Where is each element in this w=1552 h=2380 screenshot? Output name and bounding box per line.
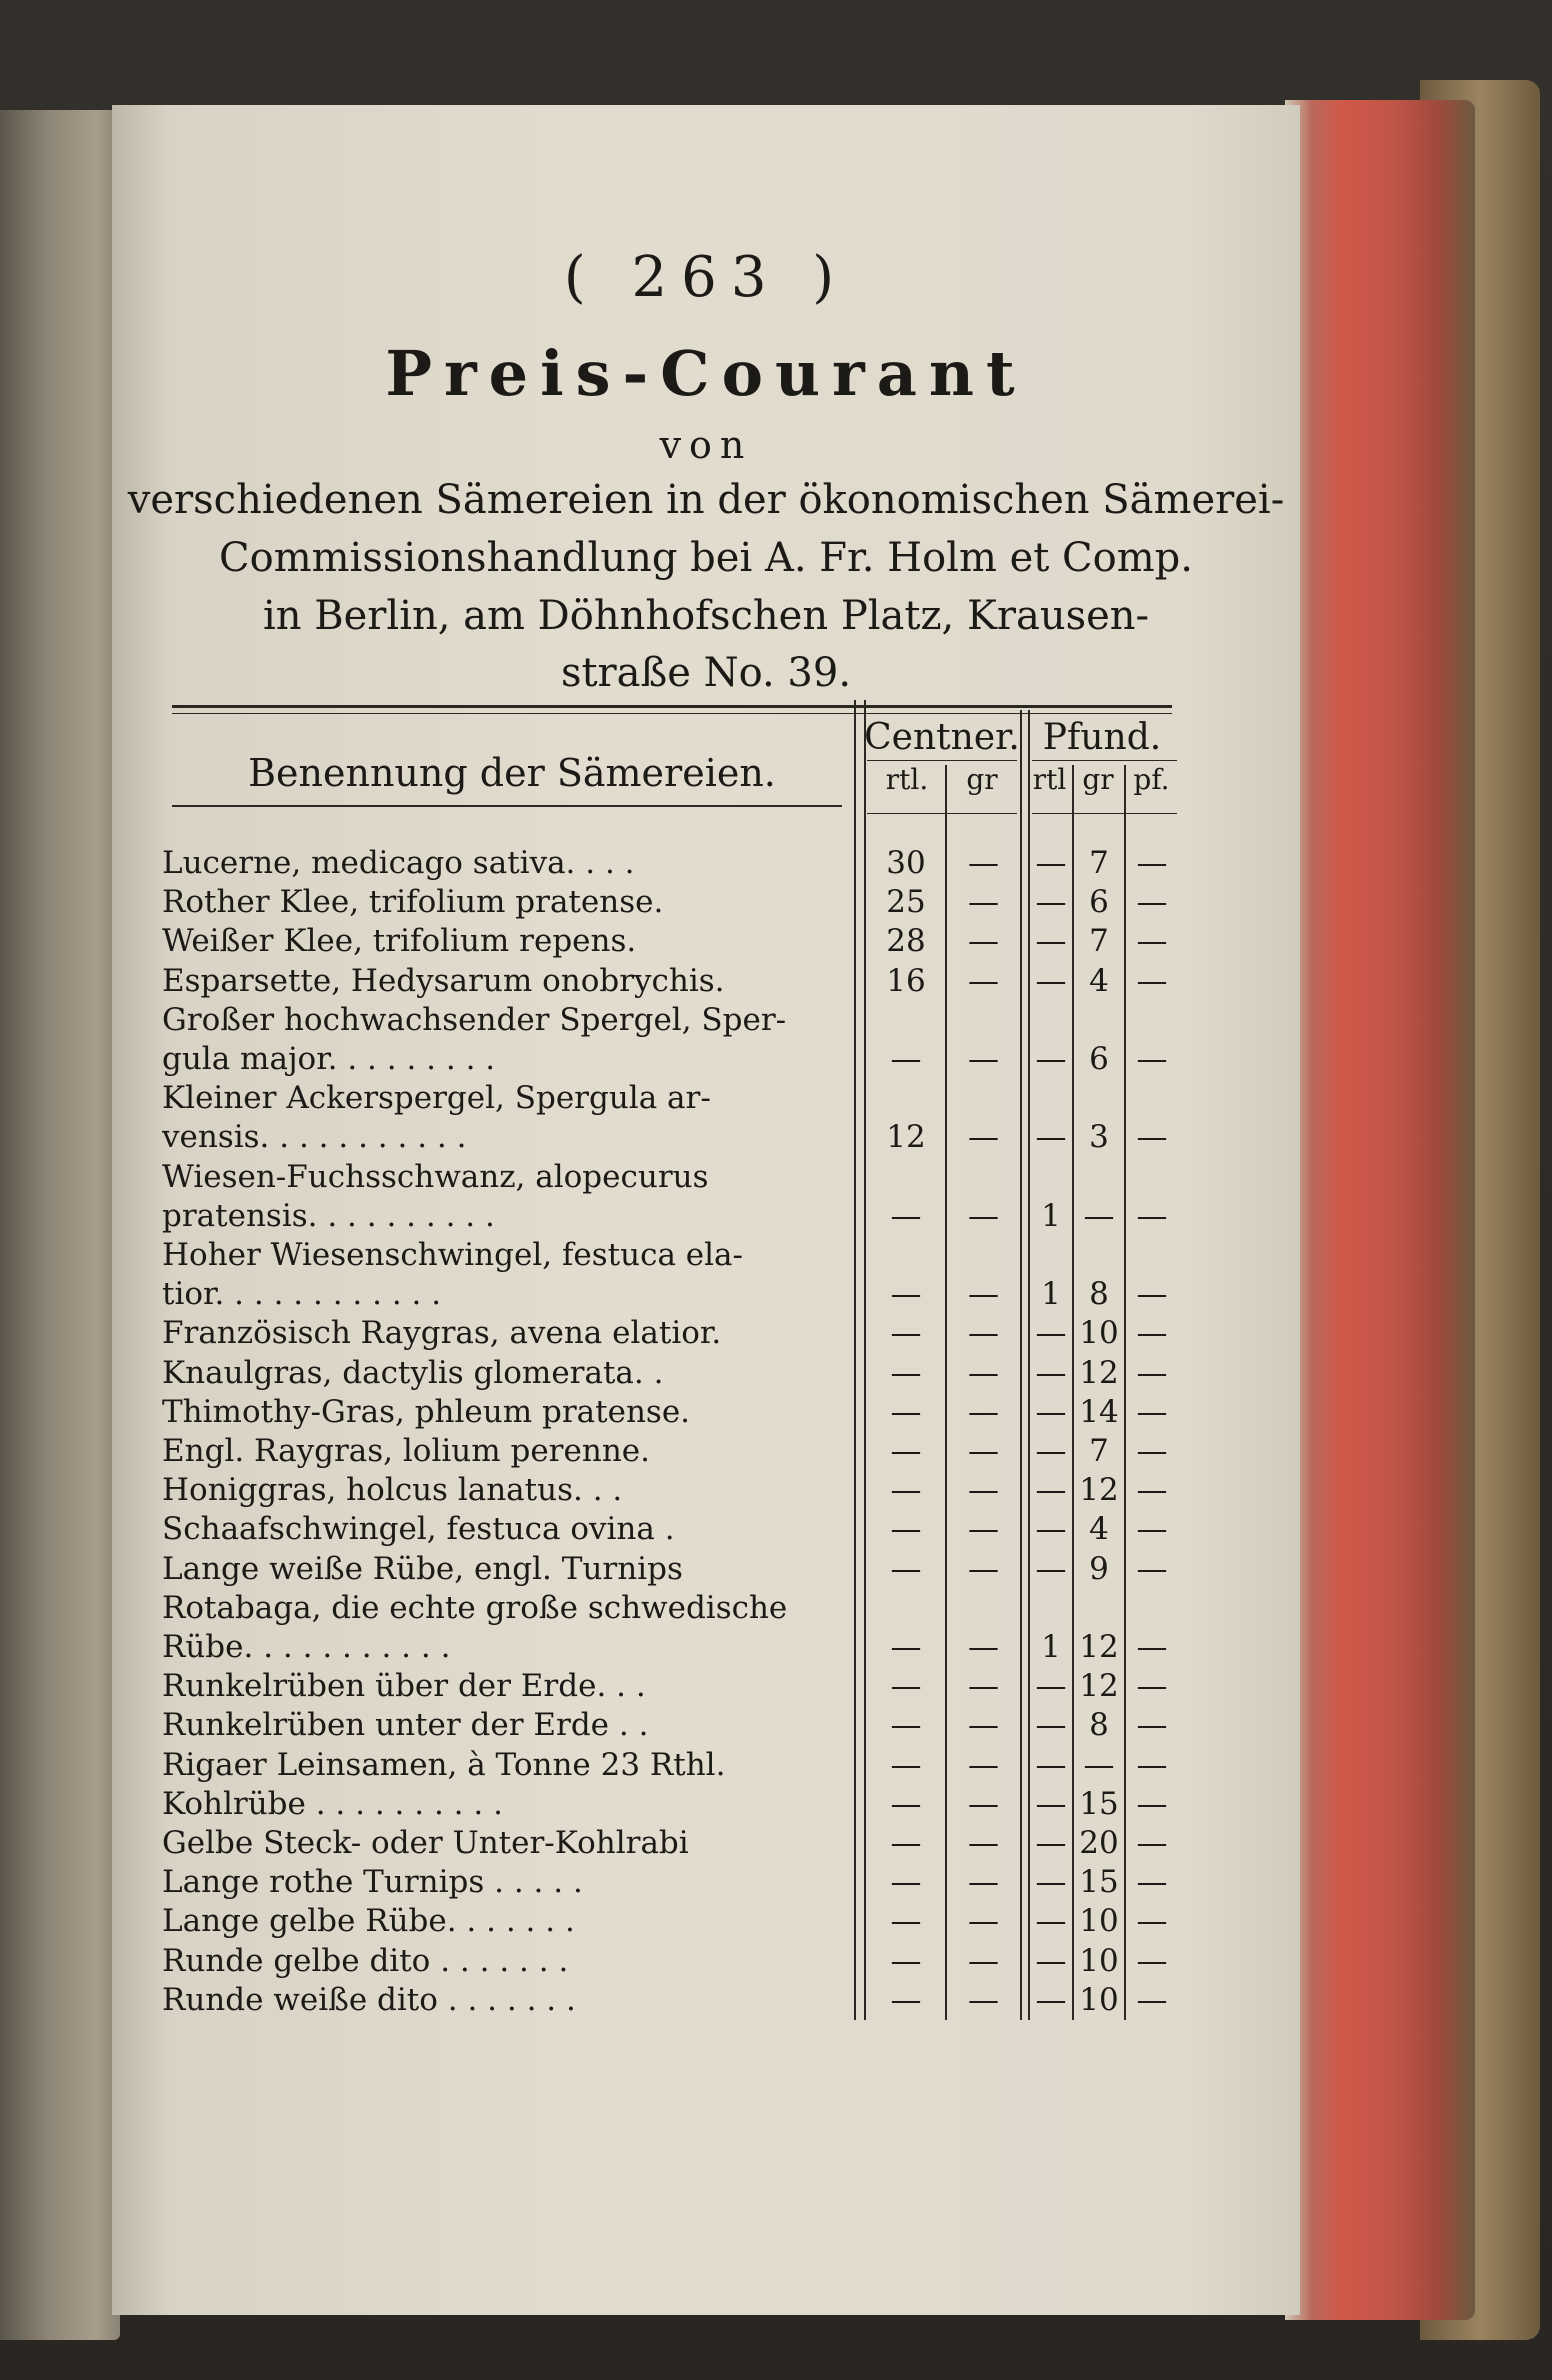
price-cell-pf-pf: — bbox=[1136, 1668, 1168, 1705]
price-cell-pf-rtl: 1 bbox=[1041, 1629, 1061, 1665]
price-cell-pf-gr: 10 bbox=[1079, 1903, 1119, 1940]
price-cell-pf-pf: — bbox=[1136, 1629, 1168, 1665]
price-cell-ctr-rtl: — bbox=[890, 1864, 922, 1901]
price-cell-pf-rtl: — bbox=[1035, 1119, 1067, 1156]
price-cell-ctr-gr: — bbox=[968, 1825, 999, 1861]
seed-name: Wiesen-Fuchsschwanz, alopecurus bbox=[162, 1158, 709, 1195]
table-row bbox=[112, 1237, 1300, 1271]
address-line-3: in Berlin, am Döhnhofschen Platz, Krausen- bbox=[262, 593, 1150, 639]
table-row bbox=[112, 963, 1300, 997]
seed-name: Runde weiße dito . . . . . . . bbox=[162, 1981, 576, 2018]
table-top-rule bbox=[172, 705, 1172, 708]
price-cell-pf-pf: — bbox=[1136, 1942, 1168, 1979]
table-row bbox=[112, 923, 1300, 960]
price-cell-ctr-rtl: 16 bbox=[886, 962, 926, 999]
table-row bbox=[112, 1747, 1300, 1781]
price-cell-ctr-rtl: — bbox=[890, 1511, 922, 1548]
table-row bbox=[112, 1276, 1300, 1313]
price-cell-ctr-gr: — bbox=[968, 1942, 999, 1979]
price-cell-ctr-gr: — bbox=[968, 1746, 999, 1783]
price-cell-pf-rtl: — bbox=[1035, 1825, 1067, 1861]
price-cell-ctr-rtl: — bbox=[890, 1041, 922, 1077]
sub-header-pf-pf: pf. bbox=[1133, 763, 1170, 796]
price-cell-ctr-gr: — bbox=[968, 1041, 999, 1077]
price-cell-pf-pf: — bbox=[1136, 884, 1168, 921]
address-line-4: straße No. 39. bbox=[560, 650, 852, 696]
price-cell-pf-rtl: — bbox=[1035, 923, 1067, 960]
left-page-edge bbox=[0, 110, 120, 2340]
sub-header-rule-pf bbox=[1032, 813, 1177, 814]
seed-name: Kohlrübe . . . . . . . . . . bbox=[162, 1785, 503, 1822]
price-cell-ctr-rtl: 12 bbox=[886, 1119, 926, 1156]
price-cell-pf-rtl: — bbox=[1035, 1942, 1067, 1979]
table-row bbox=[112, 1080, 1300, 1117]
seed-name: Lange rothe Turnips . . . . . bbox=[162, 1864, 583, 1901]
price-cell-ctr-gr: — bbox=[968, 1864, 999, 1901]
price-cell-ctr-rtl: — bbox=[890, 1276, 922, 1313]
price-cell-ctr-rtl: — bbox=[890, 1393, 922, 1430]
book-page bbox=[112, 105, 1300, 2315]
price-cell-ctr-gr: — bbox=[968, 1315, 999, 1352]
price-cell-pf-gr: 6 bbox=[1089, 884, 1109, 921]
price-cell-pf-pf: — bbox=[1136, 1433, 1168, 1469]
table-row bbox=[112, 845, 1300, 879]
price-cell-ctr-gr: — bbox=[968, 1511, 999, 1548]
price-cell-pf-rtl: — bbox=[1035, 1707, 1067, 1744]
price-cell-ctr-rtl: — bbox=[890, 1315, 922, 1352]
centner-header: Centner. bbox=[864, 717, 1020, 758]
price-cell-pf-pf: — bbox=[1136, 962, 1168, 999]
page-block-edge bbox=[1285, 100, 1475, 2320]
price-cell-ctr-gr: — bbox=[968, 1354, 999, 1391]
price-cell-pf-gr: 9 bbox=[1089, 1550, 1109, 1587]
price-cell-pf-pf: — bbox=[1136, 1393, 1168, 1430]
seed-name: Lange weiße Rübe, engl. Turnips bbox=[162, 1550, 683, 1587]
price-cell-pf-pf: — bbox=[1136, 1354, 1168, 1391]
price-cell-pf-pf: — bbox=[1136, 1472, 1168, 1509]
seed-name: gula major. . . . . . . . . bbox=[162, 1041, 496, 1077]
price-cell-pf-rtl: — bbox=[1035, 1433, 1067, 1469]
price-cell-ctr-gr: — bbox=[968, 1393, 999, 1430]
price-cell-ctr-gr: — bbox=[968, 1903, 999, 1940]
price-cell-pf-gr: 4 bbox=[1089, 1511, 1109, 1548]
price-cell-ctr-rtl: — bbox=[890, 1472, 922, 1509]
price-cell-pf-gr: 6 bbox=[1089, 1041, 1109, 1077]
seed-name: Französisch Raygras, avena elatior. bbox=[162, 1315, 722, 1352]
table-row bbox=[112, 1629, 1300, 1663]
price-cell-ctr-gr: — bbox=[968, 1629, 999, 1665]
price-cell-ctr-gr: — bbox=[968, 1785, 999, 1822]
table-row bbox=[112, 1394, 1300, 1428]
price-cell-pf-pf: — bbox=[1136, 923, 1168, 960]
price-cell-pf-pf: — bbox=[1136, 1825, 1168, 1861]
price-cell-ctr-gr: — bbox=[968, 845, 999, 881]
seed-name: Rübe. . . . . . . . . . . bbox=[162, 1629, 451, 1665]
price-cell-pf-pf: — bbox=[1136, 1746, 1168, 1783]
price-cell-pf-rtl: — bbox=[1035, 1354, 1067, 1391]
price-cell-pf-pf: — bbox=[1136, 1041, 1168, 1077]
name-column-header: Benennung der Sämereien. bbox=[248, 751, 776, 795]
price-cell-ctr-gr: — bbox=[968, 962, 999, 999]
price-cell-pf-pf: — bbox=[1136, 1550, 1168, 1587]
seed-name: Rotabaga, die echte große schwedische bbox=[162, 1589, 788, 1626]
price-cell-ctr-rtl: — bbox=[890, 1550, 922, 1587]
seed-name: Hoher Wiesenschwingel, festuca ela- bbox=[162, 1237, 744, 1273]
seed-name: vensis. . . . . . . . . . . bbox=[162, 1119, 467, 1156]
price-cell-ctr-gr: — bbox=[968, 1472, 999, 1509]
price-cell-pf-gr: 12 bbox=[1079, 1668, 1119, 1705]
price-cell-pf-rtl: — bbox=[1035, 1668, 1067, 1705]
seed-name: Runkelrüben unter der Erde . . bbox=[162, 1707, 649, 1744]
table-top-rule-thin bbox=[172, 713, 1172, 714]
price-cell-pf-pf: — bbox=[1136, 1981, 1168, 2018]
price-cell-pf-pf: — bbox=[1136, 1707, 1168, 1744]
price-cell-pf-rtl: — bbox=[1035, 1864, 1067, 1901]
seed-name: Rother Klee, trifolium pratense. bbox=[162, 884, 664, 921]
price-cell-ctr-rtl: — bbox=[890, 1629, 922, 1665]
pfund-header: Pfund. bbox=[1042, 717, 1162, 758]
price-cell-ctr-gr: — bbox=[968, 1668, 999, 1705]
price-cell-pf-gr: 8 bbox=[1089, 1276, 1109, 1313]
table-row bbox=[112, 1315, 1300, 1352]
price-cell-pf-gr: 10 bbox=[1079, 1315, 1119, 1352]
price-cell-pf-gr: — bbox=[1083, 1197, 1115, 1234]
price-cell-ctr-gr: — bbox=[968, 1550, 999, 1587]
price-cell-pf-rtl: — bbox=[1035, 1746, 1067, 1783]
table-row bbox=[112, 1786, 1300, 1820]
table-row bbox=[112, 1041, 1300, 1075]
table-row bbox=[112, 1002, 1300, 1036]
price-cell-pf-gr: 10 bbox=[1079, 1981, 1119, 2018]
price-cell-pf-rtl: — bbox=[1035, 1785, 1067, 1822]
price-cell-pf-rtl: 1 bbox=[1041, 1197, 1061, 1234]
price-cell-pf-gr: 3 bbox=[1089, 1119, 1109, 1156]
price-cell-ctr-rtl: 25 bbox=[886, 884, 926, 921]
price-cell-ctr-gr: — bbox=[968, 1119, 999, 1156]
price-cell-ctr-rtl: — bbox=[890, 1707, 922, 1744]
price-cell-ctr-rtl: — bbox=[890, 1903, 922, 1940]
seed-name: Kleiner Ackerspergel, Spergula ar- bbox=[162, 1080, 711, 1117]
price-cell-pf-gr: 4 bbox=[1089, 962, 1109, 999]
table-row bbox=[112, 1433, 1300, 1467]
seed-name: Engl. Raygras, lolium perenne. bbox=[162, 1433, 650, 1469]
price-cell-pf-pf: — bbox=[1136, 1864, 1168, 1901]
price-cell-pf-gr: 12 bbox=[1079, 1354, 1119, 1391]
price-cell-pf-gr: 12 bbox=[1079, 1629, 1119, 1665]
price-cell-ctr-rtl: — bbox=[890, 1354, 922, 1391]
seed-name: Weißer Klee, trifolium repens. bbox=[162, 923, 637, 960]
price-cell-ctr-gr: — bbox=[968, 884, 999, 921]
price-cell-pf-rtl: — bbox=[1035, 1903, 1067, 1940]
price-cell-pf-rtl: — bbox=[1035, 1981, 1067, 2018]
page-number: ( 263 ) bbox=[563, 245, 849, 310]
address-line-2: Commissionshandlung bei A. Fr. Holm et Comp. bbox=[219, 535, 1193, 581]
price-cell-ctr-gr: — bbox=[968, 1981, 999, 2018]
seed-name: tior. . . . . . . . . . . . bbox=[162, 1276, 442, 1313]
price-cell-ctr-gr: — bbox=[968, 1433, 999, 1469]
seed-name: Lange gelbe Rübe. . . . . . . bbox=[162, 1903, 575, 1940]
price-cell-pf-rtl: — bbox=[1035, 1041, 1067, 1077]
price-cell-ctr-gr: — bbox=[968, 1197, 999, 1234]
price-cell-ctr-rtl: — bbox=[890, 1668, 922, 1705]
seed-name: Runde gelbe dito . . . . . . . bbox=[162, 1942, 569, 1979]
price-cell-pf-pf: — bbox=[1136, 1511, 1168, 1548]
price-cell-ctr-rtl: — bbox=[890, 1825, 922, 1861]
price-cell-pf-gr: 20 bbox=[1079, 1825, 1119, 1861]
price-cell-pf-pf: — bbox=[1136, 1119, 1168, 1156]
table-row bbox=[112, 1590, 1300, 1624]
table-row bbox=[112, 884, 1300, 921]
price-cell-ctr-rtl: — bbox=[890, 1981, 922, 2018]
price-cell-ctr-rtl: — bbox=[890, 1197, 922, 1234]
price-cell-pf-rtl: — bbox=[1035, 884, 1067, 921]
seed-name: Honiggras, holcus lanatus. . . bbox=[162, 1472, 623, 1509]
price-cell-pf-gr: — bbox=[1083, 1746, 1115, 1783]
price-cell-pf-gr: 10 bbox=[1079, 1942, 1119, 1979]
price-cell-pf-rtl: — bbox=[1035, 845, 1067, 881]
seed-name: pratensis. . . . . . . . . . bbox=[162, 1197, 495, 1234]
name-header-rule bbox=[172, 805, 842, 807]
price-cell-ctr-rtl: — bbox=[890, 1746, 922, 1783]
sub-header-pf-rtl: rtl bbox=[1032, 763, 1067, 796]
price-cell-pf-pf: — bbox=[1136, 1315, 1168, 1352]
price-cell-pf-pf: — bbox=[1136, 1197, 1168, 1234]
price-cell-pf-pf: — bbox=[1136, 1276, 1168, 1313]
price-cell-pf-rtl: — bbox=[1035, 1511, 1067, 1548]
centner-header-rule bbox=[867, 760, 1017, 761]
price-cell-ctr-gr: — bbox=[968, 923, 999, 960]
price-cell-ctr-gr: — bbox=[968, 1707, 999, 1744]
price-cell-ctr-rtl: 30 bbox=[886, 845, 926, 881]
table-row bbox=[112, 1355, 1300, 1389]
sub-header-ctr-rtl: rtl. bbox=[885, 763, 929, 796]
price-cell-ctr-rtl: — bbox=[890, 1785, 922, 1822]
seed-name: Schaafschwingel, festuca ovina . bbox=[162, 1511, 675, 1548]
table-row bbox=[112, 1159, 1300, 1193]
price-cell-pf-gr: 15 bbox=[1079, 1864, 1119, 1901]
price-cell-pf-rtl: — bbox=[1035, 1550, 1067, 1587]
price-cell-pf-gr: 15 bbox=[1079, 1785, 1119, 1822]
sub-header-ctr-gr: gr bbox=[966, 763, 998, 796]
price-cell-pf-gr: 7 bbox=[1089, 845, 1109, 881]
price-cell-pf-pf: — bbox=[1136, 1903, 1168, 1940]
price-cell-pf-gr: 8 bbox=[1089, 1707, 1109, 1744]
seed-name: Thimothy-Gras, phleum pratense. bbox=[162, 1393, 691, 1430]
price-cell-ctr-rtl: — bbox=[890, 1942, 922, 1979]
seed-name: Gelbe Steck- oder Unter-Kohlrabi bbox=[162, 1825, 689, 1861]
sub-header-rule-ctr bbox=[867, 813, 1017, 814]
table-row bbox=[112, 1668, 1300, 1705]
table-row bbox=[112, 1825, 1300, 1859]
price-cell-ctr-gr: — bbox=[968, 1276, 999, 1313]
price-cell-pf-rtl: — bbox=[1035, 1393, 1067, 1430]
table-row bbox=[112, 1472, 1300, 1509]
table-row bbox=[112, 1707, 1300, 1744]
table-row bbox=[112, 1982, 1300, 2016]
seed-name: Rigaer Leinsamen, à Tonne 23 Rthl. bbox=[162, 1746, 726, 1783]
seed-name: Lucerne, medicago sativa. . . . bbox=[162, 845, 635, 881]
price-cell-pf-rtl: — bbox=[1035, 1315, 1067, 1352]
sub-header-pf-gr: gr bbox=[1082, 763, 1114, 796]
table-row bbox=[112, 1943, 1300, 1977]
price-cell-pf-pf: — bbox=[1136, 845, 1168, 881]
seed-name: Runkelrüben über der Erde. . . bbox=[162, 1668, 646, 1705]
price-cell-pf-gr: 7 bbox=[1089, 923, 1109, 960]
price-cell-pf-rtl: 1 bbox=[1041, 1276, 1061, 1313]
table-row bbox=[112, 1119, 1300, 1156]
price-cell-pf-rtl: — bbox=[1035, 962, 1067, 999]
pfund-header-rule bbox=[1032, 760, 1177, 761]
table-row bbox=[112, 1551, 1300, 1585]
price-cell-ctr-rtl: 28 bbox=[886, 923, 926, 960]
price-cell-pf-pf: — bbox=[1136, 1785, 1168, 1822]
seed-name: Großer hochwachsender Spergel, Sper- bbox=[162, 1001, 787, 1038]
table-row bbox=[112, 1511, 1300, 1548]
table-row bbox=[112, 1198, 1300, 1232]
table-row bbox=[112, 1864, 1300, 1901]
price-cell-ctr-rtl: — bbox=[890, 1433, 922, 1469]
price-cell-pf-gr: 7 bbox=[1089, 1433, 1109, 1469]
price-cell-pf-gr: 14 bbox=[1079, 1393, 1119, 1430]
seed-name: Esparsette, Hedysarum onobrychis. bbox=[162, 962, 725, 999]
table-row bbox=[112, 1903, 1300, 1940]
price-cell-pf-rtl: — bbox=[1035, 1472, 1067, 1509]
address-line-1: verschiedenen Sämereien in der ökonomischen Sämerei- bbox=[127, 477, 1285, 523]
seed-name: Knaulgras, dactylis glomerata. . bbox=[162, 1354, 664, 1391]
subtitle-von: von bbox=[659, 423, 753, 467]
page-title: Preis-Courant bbox=[385, 337, 1027, 410]
price-cell-pf-gr: 12 bbox=[1079, 1472, 1119, 1509]
